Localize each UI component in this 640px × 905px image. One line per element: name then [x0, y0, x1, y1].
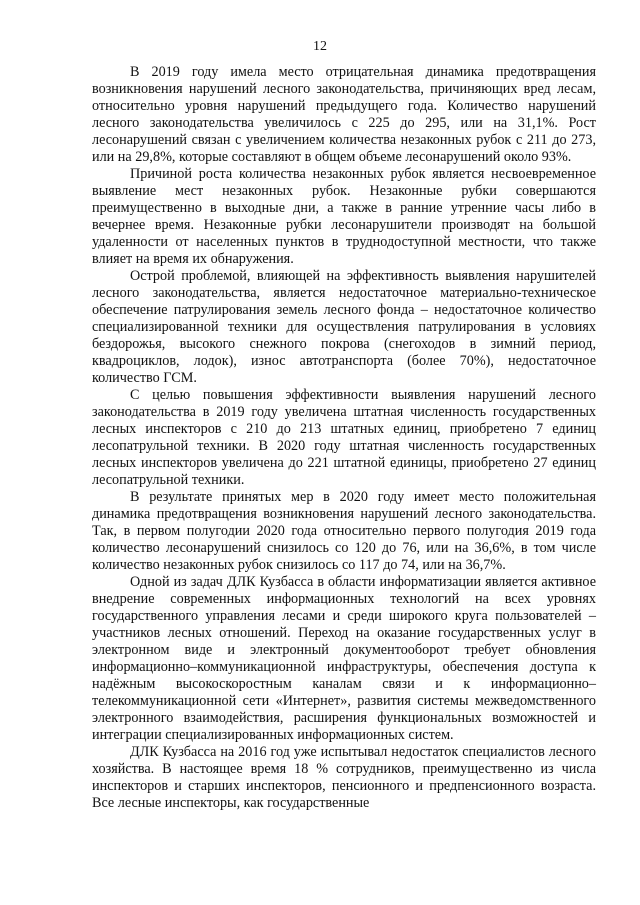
paragraph-informatization: Одной из задач ДЛК Кузбасса в области информатизации является активное внедрение современных информационных технологий на всех уровнях государственного управления лесами и среди широкого круга пользователей – участников лесных отношений. Переход на оказание государственных услуг в электронном виде и электронный документооборот требует обновления информационно–коммуникационной инфраструктуры, обеспечения доступа к надёжным высокоскоростным каналам связи и к информационно–телекоммуникационной сети «Интернет», развития системы межведомственного электронного взаимодействия, расширения функциональных возможностей и интеграции специализированных информационных систем.: [92, 574, 596, 743]
paragraph-violations-2019: В 2019 году имела место отрицательная динамика предотвращения возникновения нарушений лесного законодательства, причиняющих вред лесам, относительно уровня нарушений предыдущего года. Количество нарушений лесного законодательства увеличилось с 225 до 295, или на 31,1%. Рост лесонарушений связан с увеличением количества незаконных рубок с 211 до 273, или на 29,8%, которые составляют в общем объеме лесонарушений около 93%.: [92, 64, 596, 165]
paragraph-inspector-staffing: С целью повышения эффективности выявления нарушений лесного законодательства в 2019 году увеличена штатная численность государственных лесных инспекторов с 210 до 213 штатных единиц, приобретено 7 единиц лесопатрульной техники. В 2020 году штатная численность государственных лесных инспекторов увеличена до 221 штатной единицы, приобретено 27 единиц лесопатрульной техники.: [92, 387, 596, 488]
paragraph-results-2020: В результате принятых мер в 2020 году имеет место положительная динамика предотвращения возникновения нарушений лесного законодательства. Так, в первом полугодии 2020 года относительно первого полугодия 2019 года количество лесонарушений снизилось со 120 до 76, или на 36,6%, в том числе количество незаконных рубок снизилось со 117 до 74, или на 36,7%.: [92, 489, 596, 573]
document-body: [92, 64, 596, 812]
paragraph-patrol-equipment-problem: Острой проблемой, влияющей на эффективность выявления нарушителей лесного законодательства, является недостаточное материально-техническое обеспечение патрулирования земель лесного фонда – недостаточное количество специализированной техники для осуществления патрулирования в условиях бездорожья, высокого снежного покрова (снегоходов в зимний период, квадроциклов, лодок), износ автотранспорта (более 70%), недостаточное количество ГСМ.: [92, 268, 596, 386]
paragraph-illegal-logging-causes: Причиной роста количества незаконных рубок является несвоевременное выявление мест незаконных рубок. Незаконные рубки совершаются преимущественно в выходные дни, а также в ранние утренние часы либо в вечернее время. Незаконные рубки лесонарушители производят на большой удаленности от населенных пунктов в труднодоступной местности, что также влияет на время их обнаружения.: [92, 166, 596, 267]
paragraph-staff-shortage: ДЛК Кузбасса на 2016 год уже испытывал недостаток специалистов лесного хозяйства. В настоящее время 18 % сотрудников, преимущественно из числа инспекторов и старших инспекторов, пенсионного и предпенсионного возраста. Все лесные инспекторы, как государственные: [92, 744, 596, 811]
page-number: 12: [313, 39, 327, 54]
